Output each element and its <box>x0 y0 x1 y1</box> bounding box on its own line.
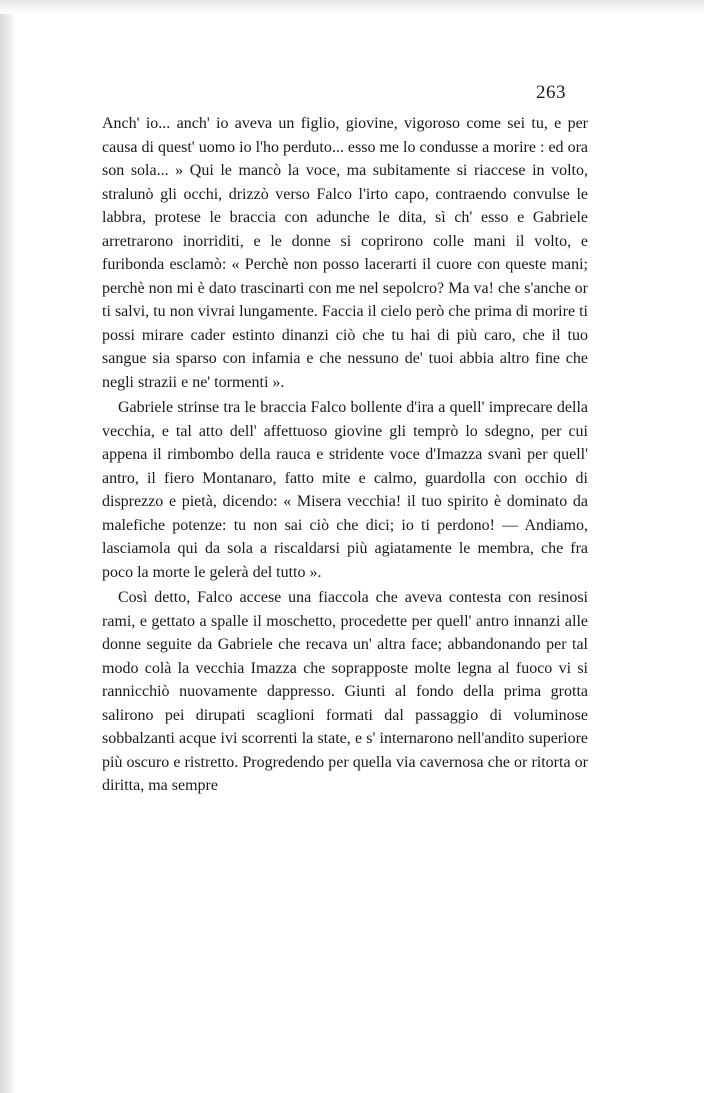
paragraph-2: Gabriele strinse tra le braccia Falco bollente d'ira a quell' imprecare della vecchia, e tal atto dell' affettuoso giovine gli temprò lo sdegno, per cui appena il rimbombo della rauca e stridente voce d'Imazza svanì per quell' antro, il fiero Montanaro, fatto mite e calmo, guardolla con occhio di disprezzo e pietà, dicendo: « Misera vecchia! il tuo spirito è dominato da malefiche potenze: tu non sai ciò che dici; io ti perdono! — Andiamo, lasciamola qui da sola a riscaldarsi più agiatamente le membra, che fra poco la morte le gelerà del tutto ». <box>102 399 588 581</box>
page-number: 263 <box>536 82 566 103</box>
paragraph-1: Anch' io... anch' io aveva un figlio, giovine, vigoroso come sei tu, e per causa di quest' uomo io l'ho perduto... esso me lo condusse a morire : ed ora son sola... » Qui le mancò la voce, ma subitamente si riaccese in volto, stralunò gli occhi, drizzò verso Falco l'irto capo, contraendo convulse le labbra, protese le braccia con adunche le dita, sì ch' esso e Gabriele arretrarono inorriditi, e le donne si coprirono colle mani il volto, e furibonda esclamò: « Perchè non posso lacerarti il cuore con queste mani; perchè non mi è dato trascinarti con me nel sepolcro? Ma va! che s'anche or ti salvi, tu non vivrai lungamente. Faccia il cielo però che prima di morire ti possi mirare cader estinto dinanzi ciò che tu hai di più caro, che il tuo sangue sia sparso con infamia e che nessuno de' tuoi abbia altro fine che negli strazii e ne' tormenti ». <box>102 115 588 391</box>
body-text <box>102 112 588 798</box>
paragraph-3: Così detto, Falco accese una fiaccola che aveva contesta con resinosi rami, e gettato a spalle il moschetto, procedette per quell' antro innanzi alle donne seguite da Gabriele che recava un' altra face; abbandonando per tal modo colà la vecchia Imazza che soprapposte molte legna al fuoco vi si rannicchiò nuovamente dappresso. Giunti al fondo della prima grotta salirono pei dirupati scaglioni formati dal passaggio di voluminose sobbalzanti acque ivi scorrenti la state, e s' internarono nell'andito superiore più oscuro e ristretto. Progredendo per quella via cavernosa che or ritorta or diritta, ma sempre <box>102 589 588 794</box>
binding-gutter-shadow <box>0 0 16 1093</box>
top-edge-shadow <box>0 0 704 14</box>
